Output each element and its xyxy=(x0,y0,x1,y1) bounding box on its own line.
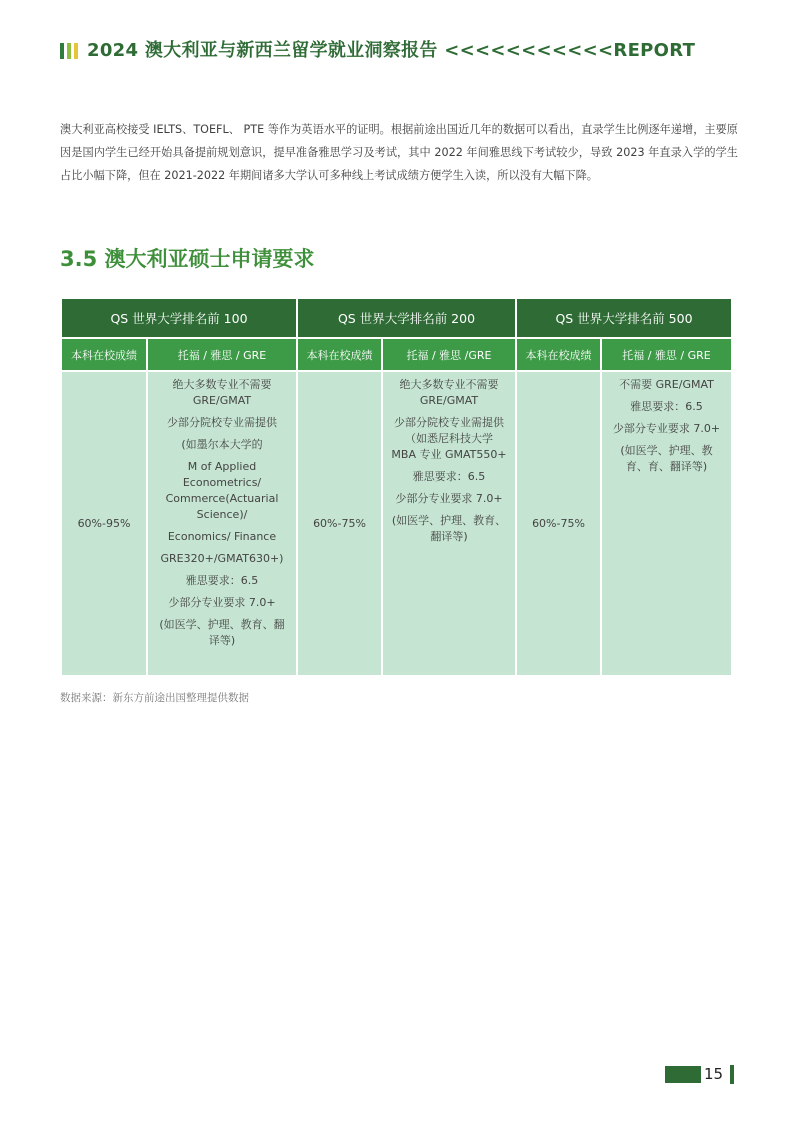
requirements-cell xyxy=(382,371,516,675)
header-rank-100: QS 世界大学排名前 100 xyxy=(62,299,297,338)
header-rank-500: QS 世界大学排名前 500 xyxy=(516,299,731,338)
table-header-row xyxy=(62,299,731,338)
gpa-cell: 60%-75% xyxy=(297,371,382,675)
requirement-line: 不需要 GRE/GMAT xyxy=(619,378,714,391)
header-bar-dark xyxy=(60,43,64,59)
requirement-line: 雅思要求：6.5 xyxy=(630,400,703,413)
table-subheader-row xyxy=(62,338,731,371)
subheader-test: 托福 / 雅思 / GRE xyxy=(601,338,731,371)
requirements-cell xyxy=(147,371,297,675)
requirement-line: 雅思要求：6.5 xyxy=(412,470,486,483)
page-number-bar xyxy=(730,1065,734,1084)
table-row xyxy=(62,371,731,675)
requirement-line: (如医学、护理、教育、翻译等) xyxy=(391,514,507,543)
subheader-gpa: 本科在校成绩 xyxy=(297,338,382,371)
header-bar-yellow xyxy=(74,43,78,59)
requirement-line: 绝大多数专业不需要 GRE/GMAT xyxy=(172,378,272,407)
requirements-cell xyxy=(601,371,731,675)
requirement-line: Economics/ Finance xyxy=(167,530,277,543)
requirements-table xyxy=(62,299,731,675)
gpa-cell: 60%-95% xyxy=(62,371,147,675)
header-rank-200: QS 世界大学排名前 200 xyxy=(297,299,516,338)
subheader-test: 托福 / 雅思 /GRE xyxy=(382,338,516,371)
header-bar-light xyxy=(67,43,71,59)
requirement-line: 少部分专业要求 7.0+ xyxy=(612,422,721,435)
requirement-line: 少部分院校专业需提供（如悉尼科技大学 MBA 专业 GMAT550+ xyxy=(391,416,507,461)
requirement-line: M of Applied Econometrics/ Commerce(Actuarial Science)/ xyxy=(165,460,279,521)
requirement-line: 少部分专业要求 7.0+ xyxy=(395,492,503,505)
subheader-test: 托福 / 雅思 / GRE xyxy=(147,338,297,371)
requirement-line: GRE320+/GMAT630+) xyxy=(160,552,284,565)
section-title: 3.5 澳大利亚硕士申请要求 xyxy=(60,247,315,271)
requirement-line: 少部分院校专业需提供 xyxy=(167,416,277,429)
requirement-line: (如医学、护理、教育、翻译等) xyxy=(159,618,285,647)
subheader-gpa: 本科在校成绩 xyxy=(62,338,147,371)
gpa-cell: 60%-75% xyxy=(516,371,601,675)
requirement-line: (如墨尔本大学的 xyxy=(181,438,263,451)
page-number: 15 xyxy=(704,1065,724,1083)
report-title: 2024 澳大利亚与新西兰留学就业洞察报告 <<<<<<<<<<<REPORT xyxy=(87,40,696,61)
requirement-line: (如医学、护理、教育、育、翻译等) xyxy=(620,444,713,473)
page-number-block xyxy=(665,1066,701,1083)
subheader-gpa: 本科在校成绩 xyxy=(516,338,601,371)
data-source-note: 数据来源：新东方前途出国整理提供数据 xyxy=(60,692,249,704)
intro-paragraph: 澳大利亚高校接受 IELTS、TOEFL、 PTE 等作为英语水平的证明。根据前途出国近几年的数据可以看出，直录学生比例逐年递增，主要原因是国内学生已经开始具备提前规划意识，提早准备雅思学习及考试，其中 2022 年间雅思线下考试较少，导致 2023 年直录入学的学生占比小幅下降，但在 2021-2022 年期间诸多大学认可多种线上考试成绩方便学生入读，所以没有大幅下降。 xyxy=(60,123,738,182)
requirement-line: 绝大多数专业不需要 GRE/GMAT xyxy=(399,378,499,407)
requirement-line: 雅思要求：6.5 xyxy=(185,574,259,587)
requirement-line: 少部分专业要求 7.0+ xyxy=(168,596,276,609)
page-header xyxy=(60,36,740,66)
